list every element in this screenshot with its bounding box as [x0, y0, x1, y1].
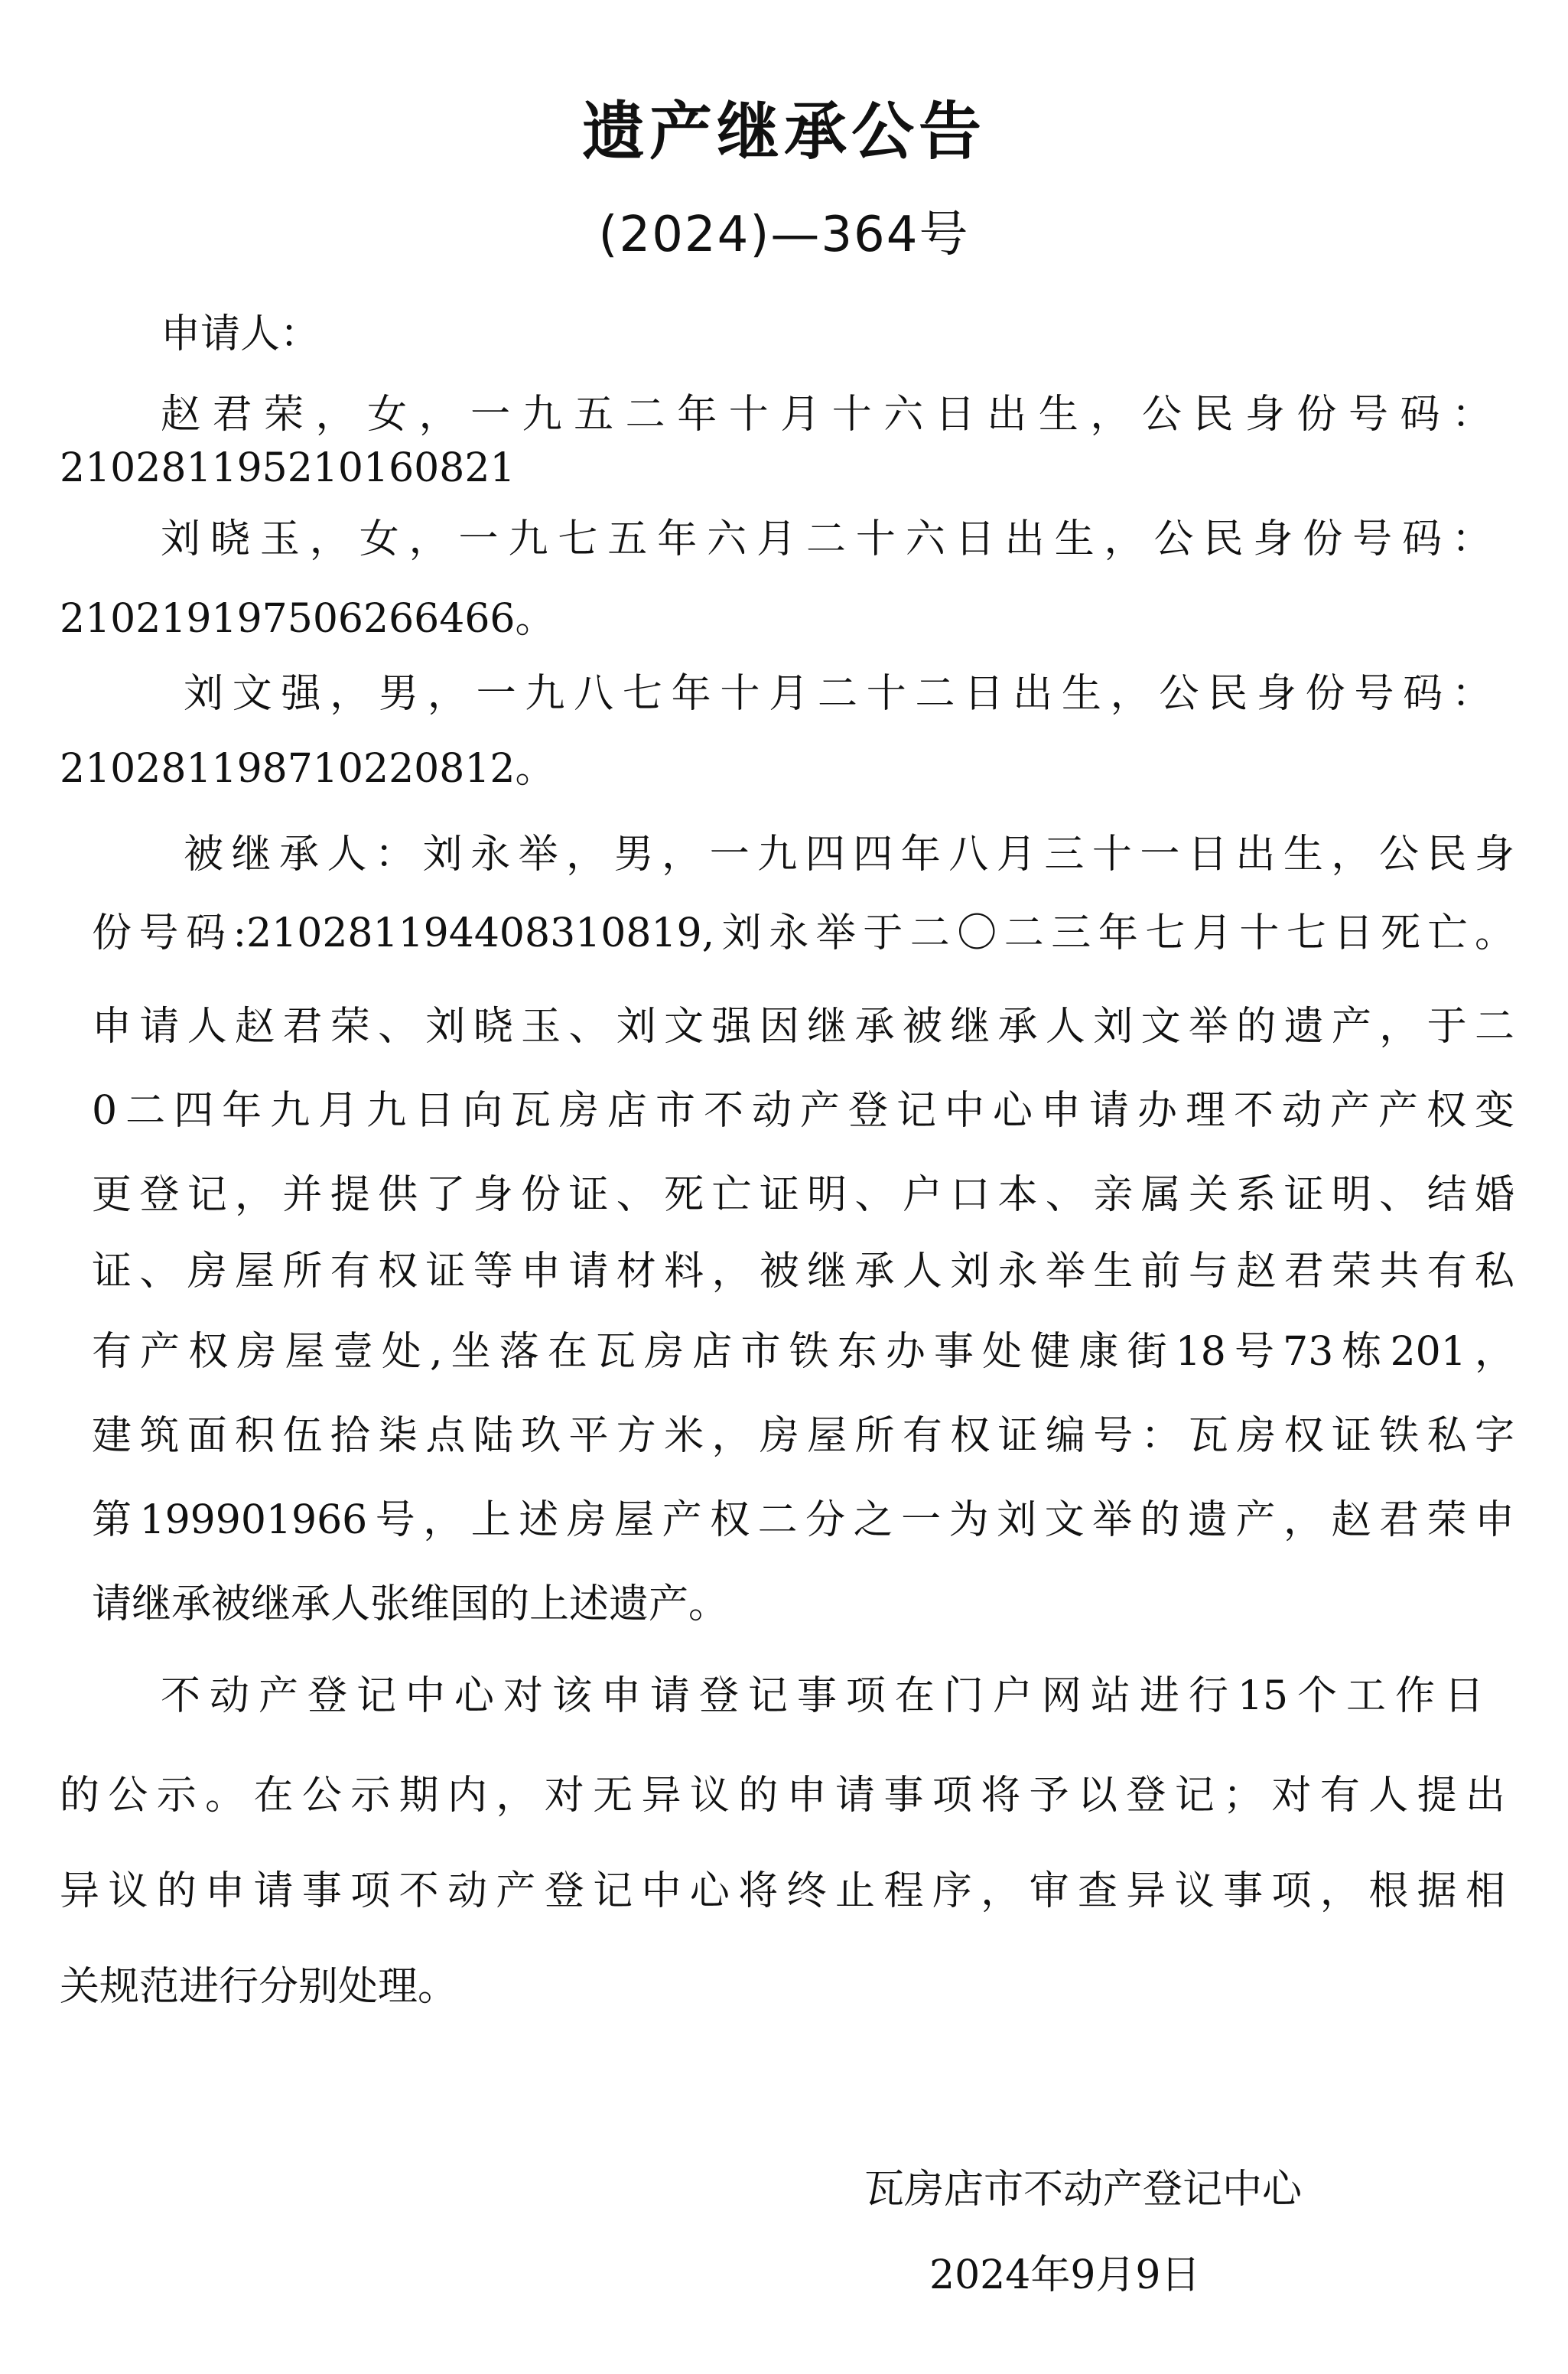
paragraph-line: 关规范进行分别处理。	[60, 1964, 458, 2010]
paragraph-line: 请继承被继承人张维国的上述遗产。	[92, 1581, 729, 1627]
issuer-name: 瓦房店市不动产登记中心	[864, 2167, 1303, 2213]
paragraph-line: 异议的申请事项不动产登记中心将终止程序，审查异议事项，根据相	[60, 1868, 1505, 1914]
paragraph-line: 证、房屋所有权证等申请材料，被继承人刘永举生前与赵君荣共有私	[92, 1249, 1514, 1294]
paragraph-line: 有产权房屋壹处,坐落在瓦房店市铁东办事处健康街18号73栋201，	[92, 1329, 1514, 1375]
applicant-2-id: 210219197506266466。	[60, 596, 555, 642]
paragraph-line: 第199901966号，上述房屋产权二分之一为刘文举的遗产，赵君荣申	[92, 1497, 1514, 1543]
paragraph-line: 的公示。在公示期内，对无异议的申请事项将予以登记；对有人提出	[60, 1773, 1505, 1819]
applicant-1-id: 210281195210160821	[60, 445, 516, 491]
paragraph-line: 申请人赵君荣、刘晓玉、刘文强因继承被继承人刘文举的遗产，于二	[92, 1004, 1514, 1050]
paragraph-line: 被继承人：刘永举，男，一九四四年八月三十一日出生，公民身	[184, 832, 1514, 878]
applicant-heading: 申请人：	[161, 311, 320, 357]
paragraph-line: 建筑面积伍拾柒点陆玖平方米，房屋所有权证编号：瓦房权证铁私字	[92, 1413, 1514, 1459]
paragraph-line: 份号码:210281194408310819,刘永举于二〇二三年七月十七日死亡。	[92, 910, 1514, 956]
applicant-2-info: 刘晓玉，女，一九七五年六月二十六日出生，公民身份号码：	[161, 516, 1492, 562]
paragraph-line: 0二四年九月九日向瓦房店市不动产登记中心申请办理不动产产权变	[92, 1088, 1514, 1134]
paragraph-line: 不动产登记中心对该申请登记事项在门户网站进行15个工作日	[161, 1673, 1484, 1719]
paragraph-line: 更登记，并提供了身份证、死亡证明、户口本、亲属关系证明、结婚	[92, 1172, 1514, 1218]
issue-date: 2024年9月9日	[929, 2252, 1201, 2298]
applicant-1-info: 赵君荣，女，一九五二年十月十六日出生，公民身份号码：	[161, 392, 1492, 438]
notice-doc-number: (2024)—364号	[598, 207, 970, 263]
applicant-3-id: 210281198710220812。	[60, 746, 555, 792]
notice-title: 遗产继承公告	[581, 96, 986, 168]
applicant-3-info: 刘文强，男，一九八七年十月二十二日出生，公民身份号码：	[184, 671, 1492, 717]
